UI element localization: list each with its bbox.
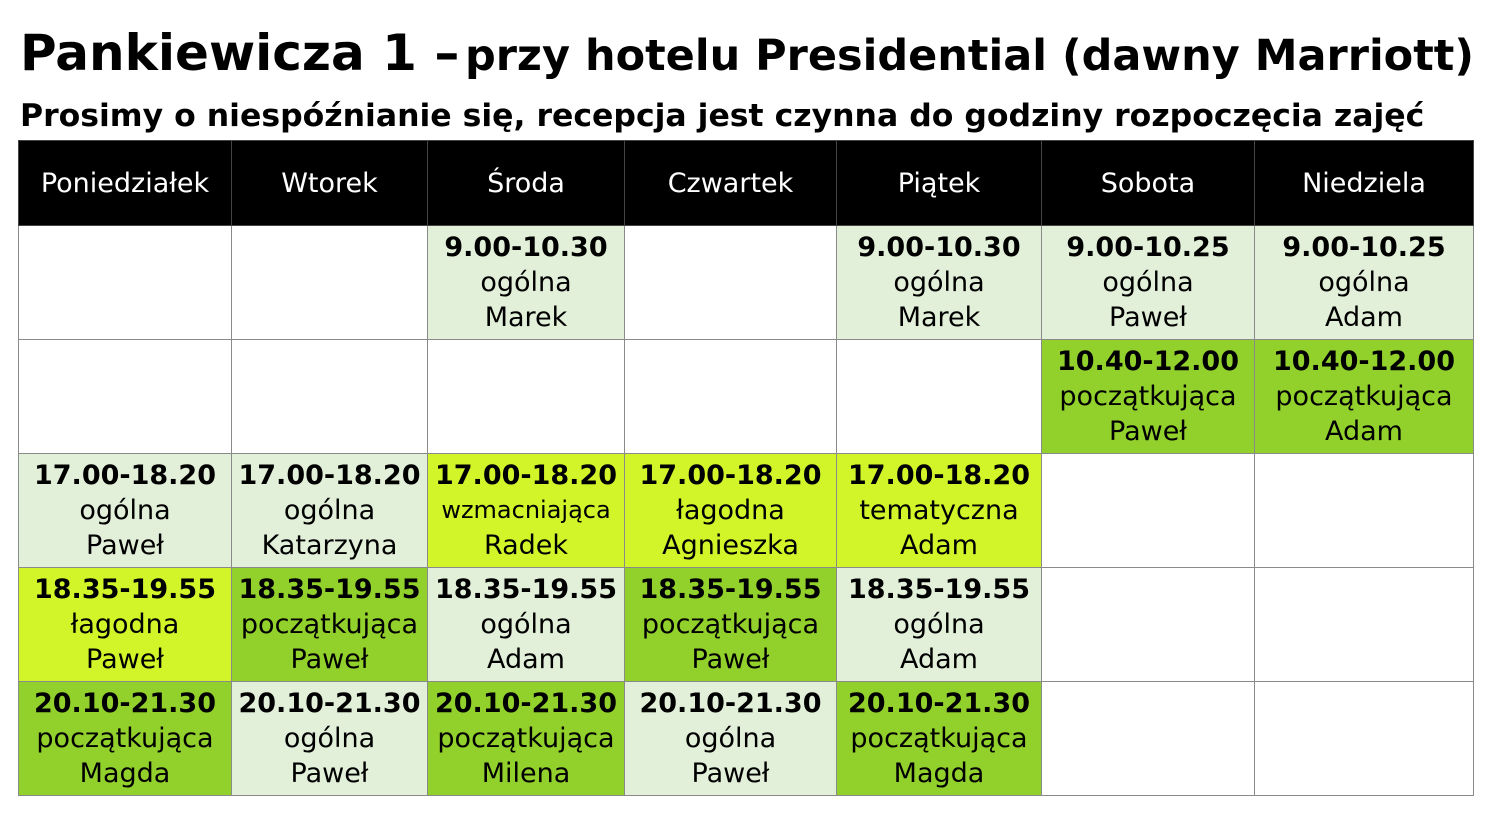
day-header: Środa	[428, 141, 625, 226]
page-title	[20, 24, 1474, 82]
class-teacher: Marek	[897, 302, 981, 333]
class-type: łagodna	[676, 495, 785, 526]
class-time: 9.00-10.25	[1066, 232, 1230, 263]
schedule-row	[19, 340, 1474, 454]
empty-slot	[19, 340, 232, 454]
class-time: 18.35-19.55	[33, 574, 216, 605]
class-time: 18.35-19.55	[639, 574, 822, 605]
schedule-row	[19, 568, 1474, 682]
class-teacher: Adam	[900, 644, 978, 675]
class-type: ogólna	[480, 267, 572, 298]
empty-slot	[428, 340, 625, 454]
class-teacher: Paweł	[1109, 302, 1187, 333]
class-teacher: Paweł	[290, 644, 369, 675]
class-teacher: Paweł	[691, 758, 770, 789]
empty-slot	[1042, 568, 1255, 682]
class-slot	[428, 568, 625, 682]
empty-slot	[625, 226, 837, 340]
class-time: 18.35-19.55	[434, 574, 617, 605]
class-time: 17.00-18.20	[639, 460, 822, 491]
class-type: początkująca	[850, 723, 1028, 754]
class-slot	[625, 454, 837, 568]
class-time: 10.40-12.00	[1272, 346, 1455, 377]
class-time: 10.40-12.00	[1056, 346, 1239, 377]
day-header: Wtorek	[232, 141, 428, 226]
empty-slot	[232, 226, 428, 340]
class-teacher: Paweł	[290, 758, 369, 789]
class-time: 20.10-21.30	[639, 688, 822, 719]
empty-slot	[1255, 454, 1474, 568]
class-slot	[428, 682, 625, 796]
class-type: ogólna	[480, 609, 572, 640]
class-slot	[1042, 340, 1255, 454]
class-time: 18.35-19.55	[847, 574, 1030, 605]
class-time: 17.00-18.20	[238, 460, 421, 491]
class-type: początkująca	[437, 723, 615, 754]
day-header-row	[19, 141, 1474, 226]
title-rest: przy hotelu Presidential (dawny Marriott)	[464, 31, 1474, 81]
class-type: łagodna	[70, 609, 180, 640]
class-type: ogólna	[79, 495, 171, 526]
class-type: początkująca	[641, 609, 820, 640]
class-type: ogólna	[283, 495, 376, 526]
class-time: 17.00-18.20	[847, 460, 1030, 491]
schedule-row	[19, 454, 1474, 568]
class-type: początkująca	[1275, 381, 1453, 412]
schedule-row	[19, 226, 1474, 340]
schedule-body	[19, 226, 1474, 796]
class-teacher: Adam	[900, 530, 978, 561]
class-time: 20.10-21.30	[238, 688, 421, 719]
class-time: 20.10-21.30	[434, 688, 617, 719]
class-slot	[837, 226, 1042, 340]
class-type: początkująca	[36, 723, 214, 754]
day-header: Poniedziałek	[19, 141, 232, 226]
empty-slot	[19, 226, 232, 340]
class-slot	[19, 682, 232, 796]
class-teacher: Paweł	[691, 644, 770, 675]
class-teacher: Magda	[893, 758, 985, 789]
class-slot	[837, 454, 1042, 568]
empty-slot	[837, 340, 1042, 454]
empty-slot	[232, 340, 428, 454]
class-slot	[428, 454, 625, 568]
class-slot	[232, 682, 428, 796]
class-type: ogólna	[893, 267, 985, 298]
class-time: 9.00-10.30	[857, 232, 1021, 263]
title-main: Pankiewicza 1 –	[20, 24, 460, 82]
class-teacher: Katarzyna	[261, 530, 398, 561]
class-type: tematyczna	[859, 495, 1019, 526]
class-teacher: Adam	[1325, 416, 1403, 447]
class-teacher: Radek	[483, 530, 569, 561]
class-slot	[625, 682, 837, 796]
class-teacher: Paweł	[1109, 416, 1187, 447]
class-type: ogólna	[283, 723, 376, 754]
class-teacher: Milena	[481, 758, 571, 789]
schedule-table	[18, 140, 1474, 796]
class-teacher: Paweł	[86, 530, 164, 561]
class-time: 9.00-10.30	[444, 232, 608, 263]
class-type: ogólna	[893, 609, 985, 640]
class-teacher: Agnieszka	[662, 530, 799, 561]
class-slot	[625, 568, 837, 682]
class-slot	[1255, 340, 1474, 454]
class-slot	[837, 568, 1042, 682]
empty-slot	[1042, 682, 1255, 796]
day-header: Czwartek	[625, 141, 837, 226]
class-time: 17.00-18.20	[33, 460, 216, 491]
class-slot	[19, 454, 232, 568]
class-time: 18.35-19.55	[238, 574, 421, 605]
class-time: 17.00-18.20	[434, 460, 617, 491]
class-time: 20.10-21.30	[847, 688, 1030, 719]
class-teacher: Marek	[484, 302, 568, 333]
class-slot	[837, 682, 1042, 796]
class-type: wzmacniająca	[441, 496, 611, 524]
class-teacher: Adam	[487, 644, 565, 675]
class-teacher: Adam	[1325, 302, 1403, 333]
class-time: 9.00-10.25	[1282, 232, 1446, 263]
class-time: 20.10-21.30	[33, 688, 216, 719]
class-slot	[1042, 226, 1255, 340]
class-teacher: Magda	[79, 758, 171, 789]
class-slot	[232, 454, 428, 568]
empty-slot	[1255, 682, 1474, 796]
day-header: Sobota	[1042, 141, 1255, 226]
class-slot	[428, 226, 625, 340]
class-type: początkująca	[240, 609, 419, 640]
class-type: ogólna	[1102, 267, 1194, 298]
day-header: Niedziela	[1255, 141, 1474, 226]
class-teacher: Paweł	[86, 644, 164, 675]
class-slot	[1255, 226, 1474, 340]
class-slot	[19, 568, 232, 682]
page-subtitle: Prosimy o niespóźnianie się, recepcja jest czynna do godziny rozpoczęcia zajęć	[20, 98, 1425, 134]
day-header: Piątek	[837, 141, 1042, 226]
empty-slot	[625, 340, 837, 454]
class-slot	[232, 568, 428, 682]
schedule-row	[19, 682, 1474, 796]
class-type: ogólna	[684, 723, 777, 754]
class-type: ogólna	[1318, 267, 1410, 298]
empty-slot	[1042, 454, 1255, 568]
empty-slot	[1255, 568, 1474, 682]
class-type: początkująca	[1059, 381, 1237, 412]
